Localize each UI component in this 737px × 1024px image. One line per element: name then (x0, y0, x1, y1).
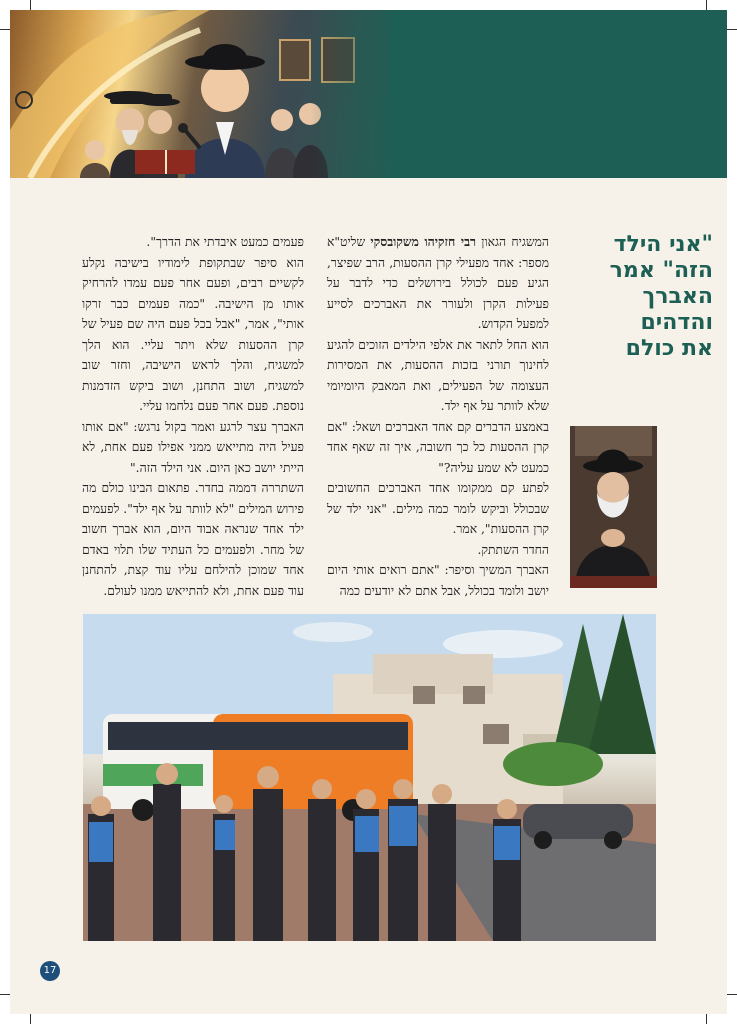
paragraph: הוא סיפר שבתקופת לימודיו בישיבה נקלע לקשיים רבים, ופעם אחר פעם עמדו להרחיק אותו מן הישיבה. "כמה פעמים כבר זרקו אותי", אמר, "אבל בכל פעם היה שם פעיל של קרן ההסעות שלא ויתר עליי. הוא הלך למשגיח, והלך לראש הישיבה, וחזר שוב למשגיח, ושוב התחנן, ושוב ביקש הזדמנות נוספת. פעם אחר פעם נלחמו עליי. (82, 255, 304, 413)
rabbi-portrait (570, 426, 657, 588)
paragraph: לפתע קם ממקומו אחד האברכים החשובים שבכולל וביקש לומר כמה מילים. "אני ילד של קרן ההסעות", אמר. (327, 481, 549, 536)
page-number-badge: 17 (40, 961, 60, 981)
paragraph-text: שליט"א מספר: אחד מפעילי קרן ההסעות, הרב שפיצר, הגיע פעם לכולל בירושלים כדי לדבר על פעילות הקרן ולעורר את האברכים לסייע למפעל הקדוש. (327, 235, 549, 331)
paragraph: השתררה דממה בחדר. פתאום הבינו כולם מה פירוש המילים "לא לוותר על אף ילד". לפעמים ילד אחד שנראה אבוד היום, הוא אברך חשוב של מחר. ולפעמים כל העתיד שלו תלוי באדם אחד שמוכן להילחם עליו עוד קצת, להתחנן עוד פעם אחת, ולא להתייאש ממנו לעולם. (82, 481, 304, 598)
magazine-page (10, 10, 727, 1014)
students-bus-photo (83, 614, 656, 941)
students-bus-photo-art (83, 614, 656, 941)
paragraph: הוא החל לתאר את אלפי הילדים הזוכים להגיע לחינוך תורני בזכות ההסעות, את המסירות העצומה של הפעילים, ואת המאבק היומיומי שלא לוותר על אף ילד. (327, 337, 549, 413)
paragraph (327, 232, 549, 335)
paragraph: פעמים כמעט איבדתי את הדרך". (146, 235, 304, 249)
header-fade (310, 10, 420, 178)
paragraph: החדר השתתק. (477, 542, 549, 557)
paragraph: באמצע הדברים קם אחד האברכים ושאל: "אם קרן ההסעות כל כך חשובה, איך זה שאף אחד כמעט לא שמע עליה?" (327, 419, 549, 475)
rabbi-portrait-art (570, 426, 657, 588)
article-column-right (327, 232, 549, 601)
rabbi-name: רבי חזקיהו משקובסקי (370, 234, 477, 249)
paragraph-text: המשגיח הגאון (476, 235, 549, 249)
article-column-left (82, 232, 304, 601)
article-title: "אני הילד הזה" אמר האברך והדהים את כולם (609, 232, 713, 361)
paragraph: האברך עצר לרגע ואמר בקול נרגש: "אם אותו פעיל היה מתייאש ממני אפילו פעם אחת, לא הייתי יושב כאן היום. אני הילד הזה." (82, 419, 304, 475)
paragraph: האברך המשיך וסיפר: "אתם רואים אותי היום יושב ולומד בכולל, אבל אתם לא יודעים כמה (327, 563, 549, 598)
header-banner (10, 10, 727, 178)
